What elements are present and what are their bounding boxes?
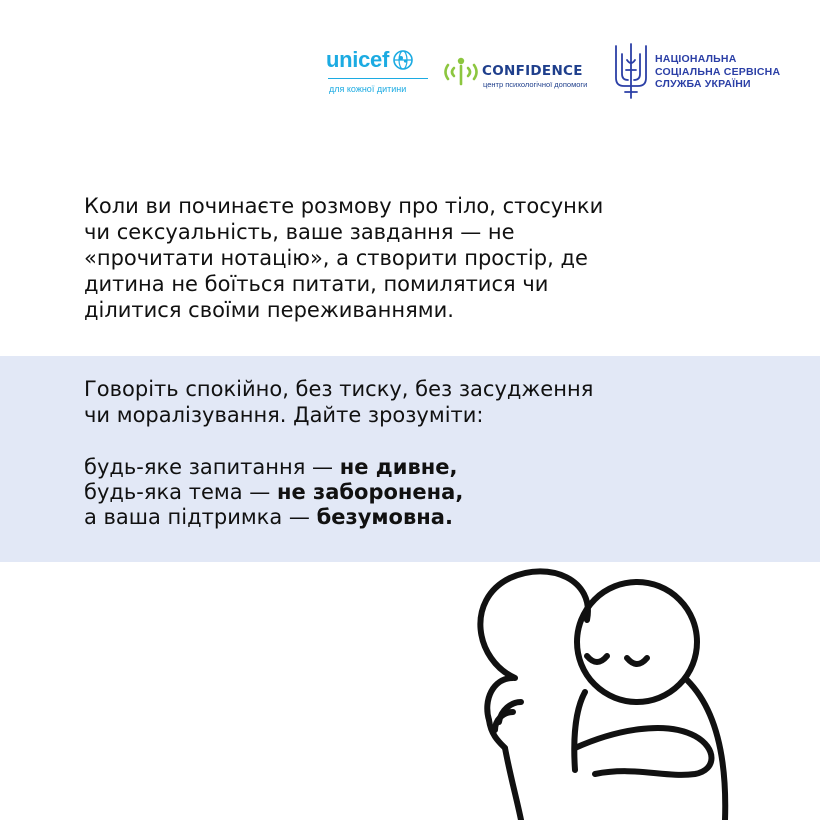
intro-line: ділитися своїми переживаннями.	[84, 298, 454, 322]
confidence-figure-icon	[442, 54, 480, 88]
unicef-tagline: для кожної дитини	[329, 84, 407, 94]
unicef-globe-icon	[392, 49, 414, 71]
unicef-divider	[328, 78, 428, 79]
nsss-line: СЛУЖБА УКРАЇНИ	[655, 78, 751, 90]
assurance-item	[84, 455, 744, 480]
hugging-figures-icon	[455, 560, 755, 820]
intro-line: дитина не боїться питати, помилятися чи	[84, 272, 549, 296]
advice-paragraph	[84, 376, 744, 428]
intro-line: Коли ви починаєте розмову про тіло, стосунки	[84, 194, 604, 218]
unicef-wordmark: unicef	[326, 47, 389, 72]
assurance-prefix: будь-яке запитання —	[84, 455, 340, 479]
assurance-prefix: будь-яка тема —	[84, 480, 277, 504]
intro-line: чи сексуальність, ваше завдання — не	[84, 220, 515, 244]
confidence-wordmark: CONFIDENCE	[482, 63, 583, 79]
assurance-item	[84, 480, 744, 505]
assurance-emphasis: не дивне,	[339, 455, 458, 479]
intro-line: «прочитати нотацію», а створити простір, де	[84, 246, 588, 270]
confidence-tagline: центр психологічної допомоги	[483, 80, 588, 89]
assurance-emphasis: не заборонена,	[276, 480, 464, 504]
advice-line: Говоріть спокійно, без тиску, без засудження	[84, 377, 594, 401]
unicef-logo	[326, 47, 430, 94]
assurance-item	[84, 505, 744, 530]
assurance-prefix: а ваша підтримка —	[84, 505, 317, 529]
nsss-line: НАЦІОНАЛЬНА	[655, 53, 737, 65]
advice-line: чи моралізування. Дайте зрозуміти:	[84, 403, 484, 427]
intro-paragraph	[84, 193, 744, 323]
nsss-line: СОЦІАЛЬНА СЕРВІСНА	[655, 65, 781, 78]
nsss-name	[655, 53, 780, 91]
assurance-list	[84, 455, 744, 530]
assurance-emphasis: безумовна.	[316, 505, 453, 529]
trident-emblem-icon	[612, 42, 650, 100]
